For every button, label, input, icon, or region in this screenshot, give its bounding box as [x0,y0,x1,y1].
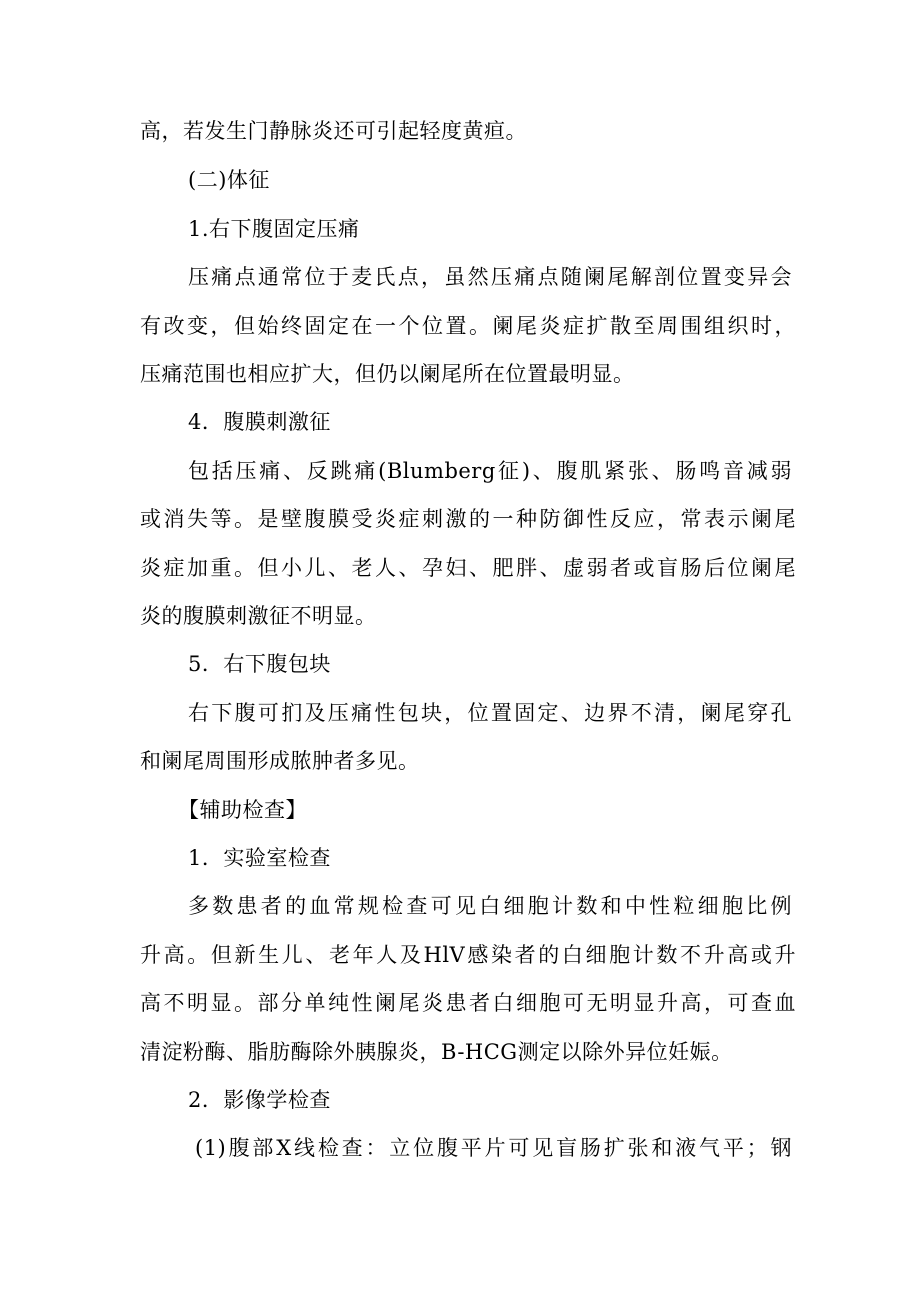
text-line: (1)腹部X线检查：立位腹平片可见盲肠扩张和液气平；钢 [195,1136,792,1160]
section-heading: 【辅助检查】 [178,798,307,822]
text-line: 多数患者的血常规检查可见白细胞计数和中性粒细胞比例 [188,894,792,918]
text-line: 压痛点通常位于麦氏点，虽然压痛点随阑尾解剖位置变异会 [188,265,792,289]
subsection-heading: 4．腹膜刺激征 [188,410,331,434]
text-line: 右下腹可扪及压痛性包块，位置固定、边界不清，阑尾穿孔 [188,701,792,725]
text-line: 和阑尾周围形成脓肿者多见。 [140,749,420,773]
text-line: 压痛范围也相应扩大，但仍以阑尾所在位置最明显。 [140,362,635,386]
text-line: 高不明显。部分单纯性阑尾炎患者白细胞可无明显升高，可查血 [140,991,796,1015]
text-line: 清淀粉酶、脂肪酶除外胰腺炎，B-HCG测定以除外异位妊娠。 [140,1040,733,1064]
subsection-heading: 1．实验室检查 [188,846,331,870]
section-heading: (二)体征 [188,168,270,192]
text-line: 有改变，但始终固定在一个位置。阑尾炎症扩散至周围组织时， [140,314,796,338]
subsection-heading: 2．影像学检查 [188,1088,331,1112]
text-line: 炎症加重。但小儿、老人、孕妇、肥胖、虚弱者或盲肠后位阑尾 [140,556,796,580]
subsection-heading: 5．右下腹包块 [188,652,331,676]
text-line: 或消失等。是壁腹膜受炎症刺激的一种防御性反应，常表示阑尾 [140,507,796,531]
text-line: 升高。但新生儿、老年人及HlV感染者的白细胞计数不升高或升 [140,943,796,967]
text-line: 高，若发生门静脉炎还可引起轻度黄疸。 [140,119,527,143]
text-line: 炎的腹膜刺激征不明显。 [140,604,377,628]
subsection-heading: 1.右下腹固定压痛 [188,217,360,241]
text-line: 包括压痛、反跳痛(Blumberg征)、腹肌紧张、肠鸣音减弱 [188,459,792,483]
